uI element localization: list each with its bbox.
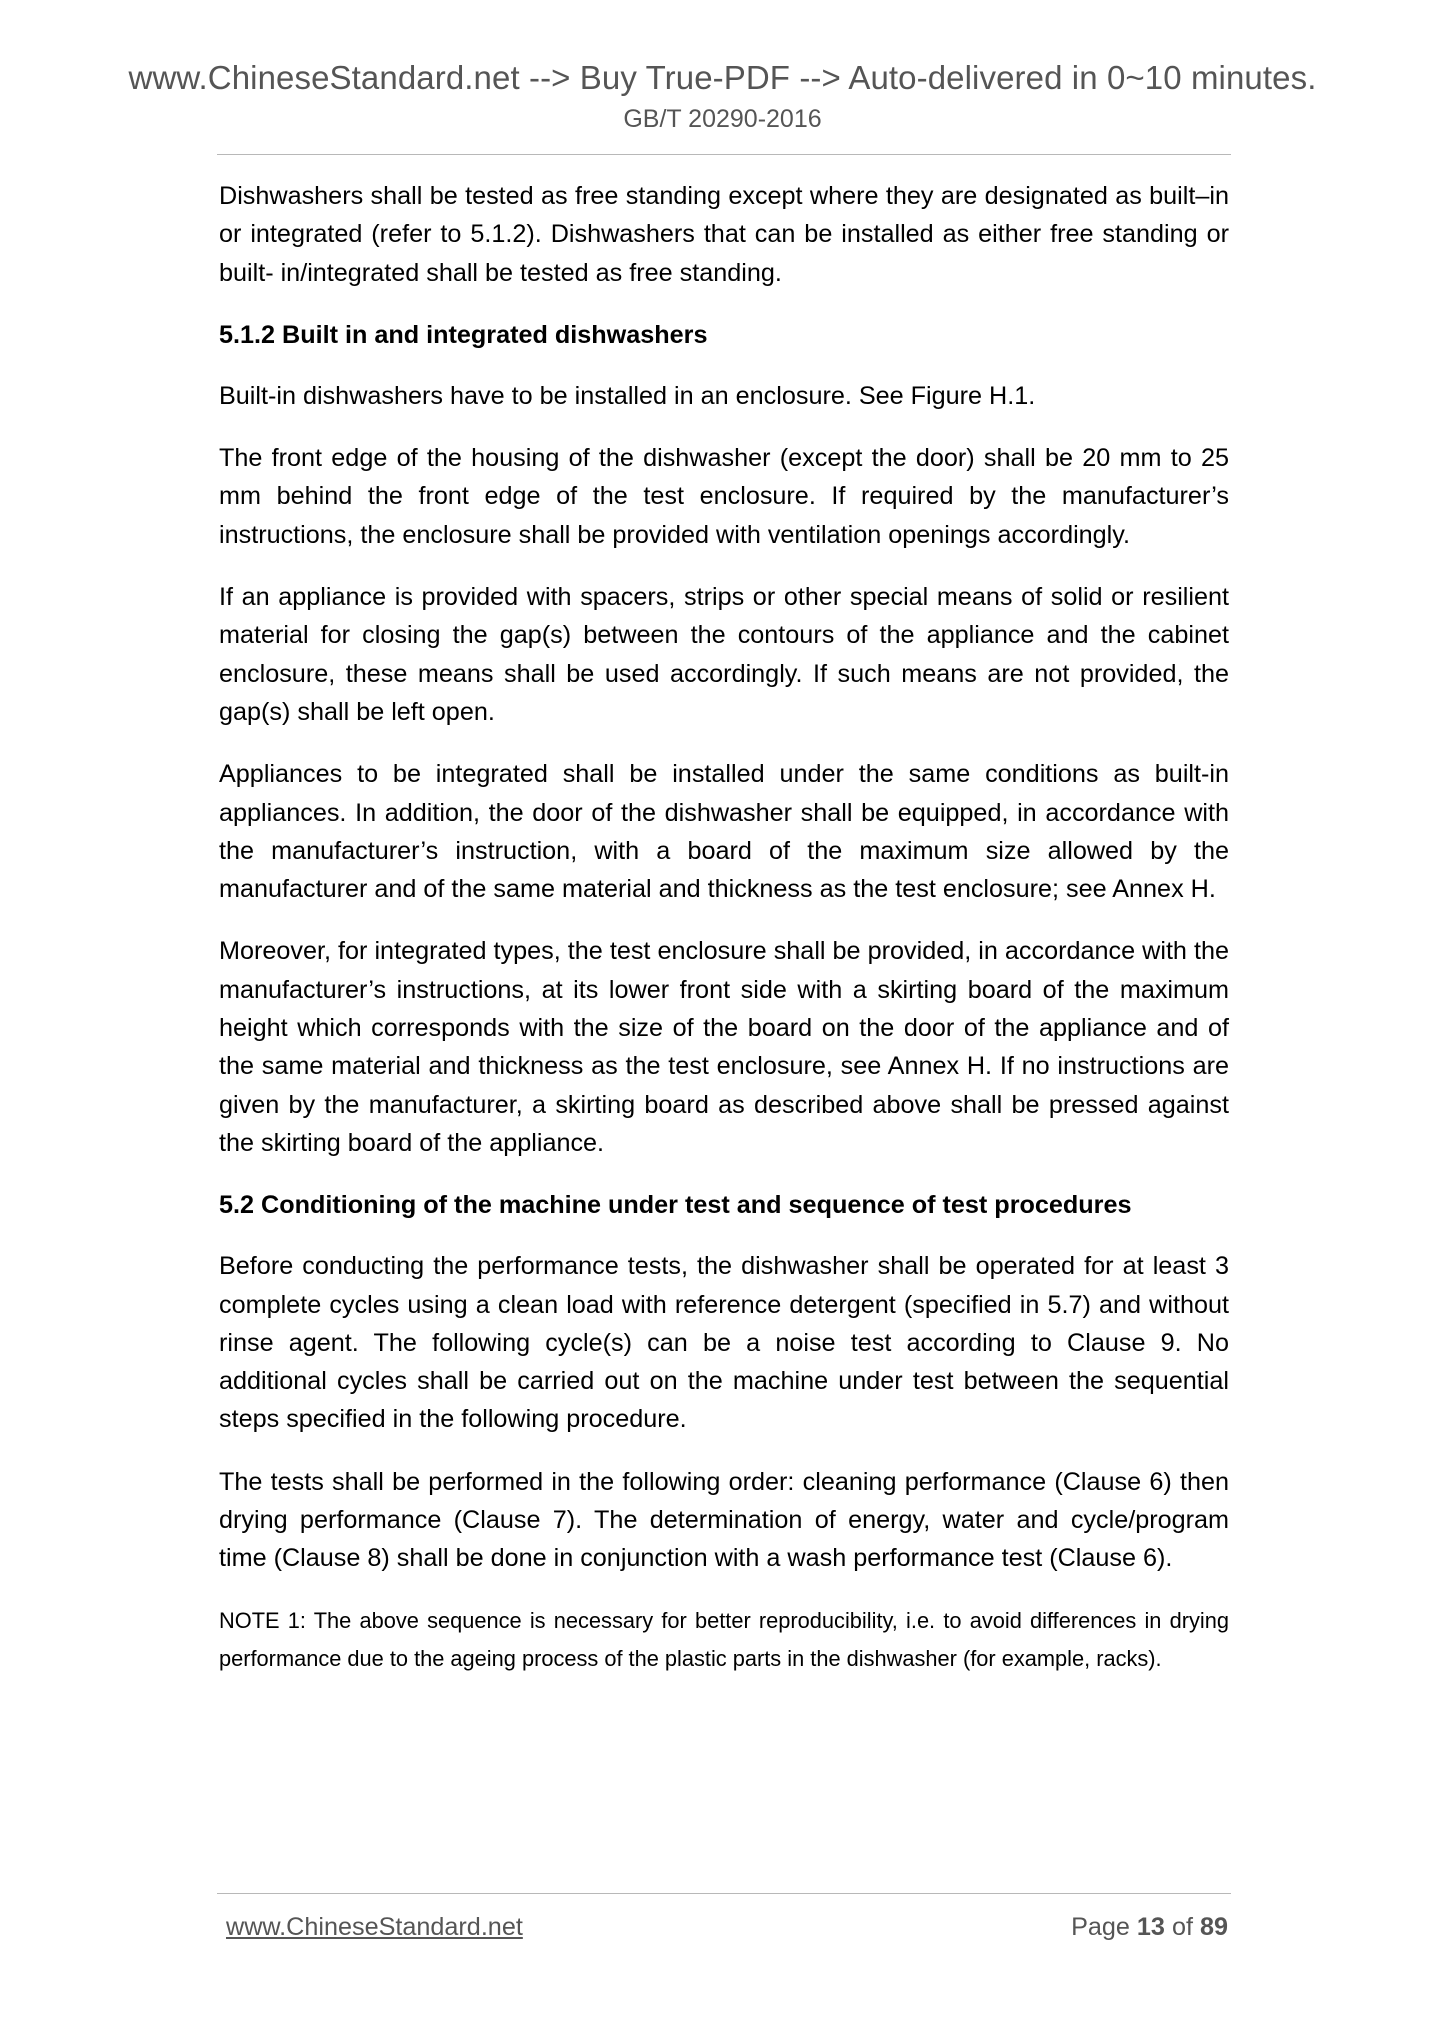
header-banner: www.ChineseStandard.net --> Buy True-PDF --> Auto-delivered in 0~10 minutes. [128,59,1317,96]
paragraph-integrated: Appliances to be integrated shall be installed under the same conditions as built-in appliances. In addition, the door of the dishwasher shall be equipped, in accordance with the manufacturer’s instruction, with a board of the maximum size allowed by the manufacturer and of the same material and thickness as the test enclosure; see Annex H. [219,760,1229,904]
paragraph-test-order: The tests shall be performed in the following order: cleaning performance (Clause 6) then drying performance (Clause 7). The determination of energy, water and cycle/program time (Clause 8) shall be done in conjunction with a wash performance test (Clause 6). [219,1467,1229,1573]
page-number [1071,1911,1228,1943]
section-heading-5-2: 5.2 Conditioning of the machine under test and sequence of test procedures [219,1191,1132,1220]
paragraph-front-edge: The front edge of the housing of the dishwasher (except the door) shall be 20 mm to 25 mm behind the front edge of the test enclosure. If required by the manufacturer’s instructions, the enclosure shall be provided with ventilation openings accordingly. [219,444,1229,549]
note-1: NOTE 1: The above sequence is necessary for better reproducibility, i.e. to avoid differences in drying performance due to the ageing process of the plastic parts in the dishwasher (for example, racks). [219,1607,1229,1672]
header-divider [217,154,1231,155]
standard-number: GB/T 20290-2016 [623,105,822,133]
page-current: 13 [1136,1913,1165,1941]
paragraph-free-standing: Dishwashers shall be tested as free standing except where they are designated as built–in or integrated (refer to 5.1.2). Dishwashers that can be installed as either free standing or built- in/integrated shall be tested as free standing. [219,182,1229,287]
paragraph-conditioning: Before conducting the performance tests, the dishwasher shall be operated for at least 3 complete cycles using a clean load with reference detergent (specified in 5.7) and without rinse agent. The following cycle(s) can be a noise test according to Clause 9. No additional cycles shall be carried out on the machine under test between the sequential steps specified in the following procedure. [219,1252,1229,1434]
page-of: of [1164,1913,1200,1941]
footer-divider [217,1893,1231,1894]
paragraph-builtin-enclosure: Built-in dishwashers have to be installed in an enclosure. See Figure H.1. [219,381,1036,410]
paragraph-skirting: Moreover, for integrated types, the test enclosure shall be provided, in accordance with the manufacturer’s instructions, at its lower front side with a skirting board of the maximum height which corresponds with the size of the board on the door of the appliance and of the same material and thickness as the test enclosure, see Annex H. If no instructions are given by the manufacturer, a skirting board as described above shall be pressed against the skirting board of the appliance. [219,937,1229,1157]
section-heading-5-1-2: 5.1.2 Built in and integrated dishwashers [219,320,708,349]
footer-site-link[interactable]: www.ChineseStandard.net [226,1913,523,1941]
paragraph-spacers: If an appliance is provided with spacers, strips or other special means of solid or resilient material for closing the gap(s) between the contours of the appliance and the cabinet enclosure, these means shall be used accordingly. If such means are not provided, the gap(s) shall be left open. [219,583,1229,726]
page-prefix: Page [1071,1913,1137,1941]
page-content [219,177,1229,1678]
page-total: 89 [1199,1913,1228,1941]
